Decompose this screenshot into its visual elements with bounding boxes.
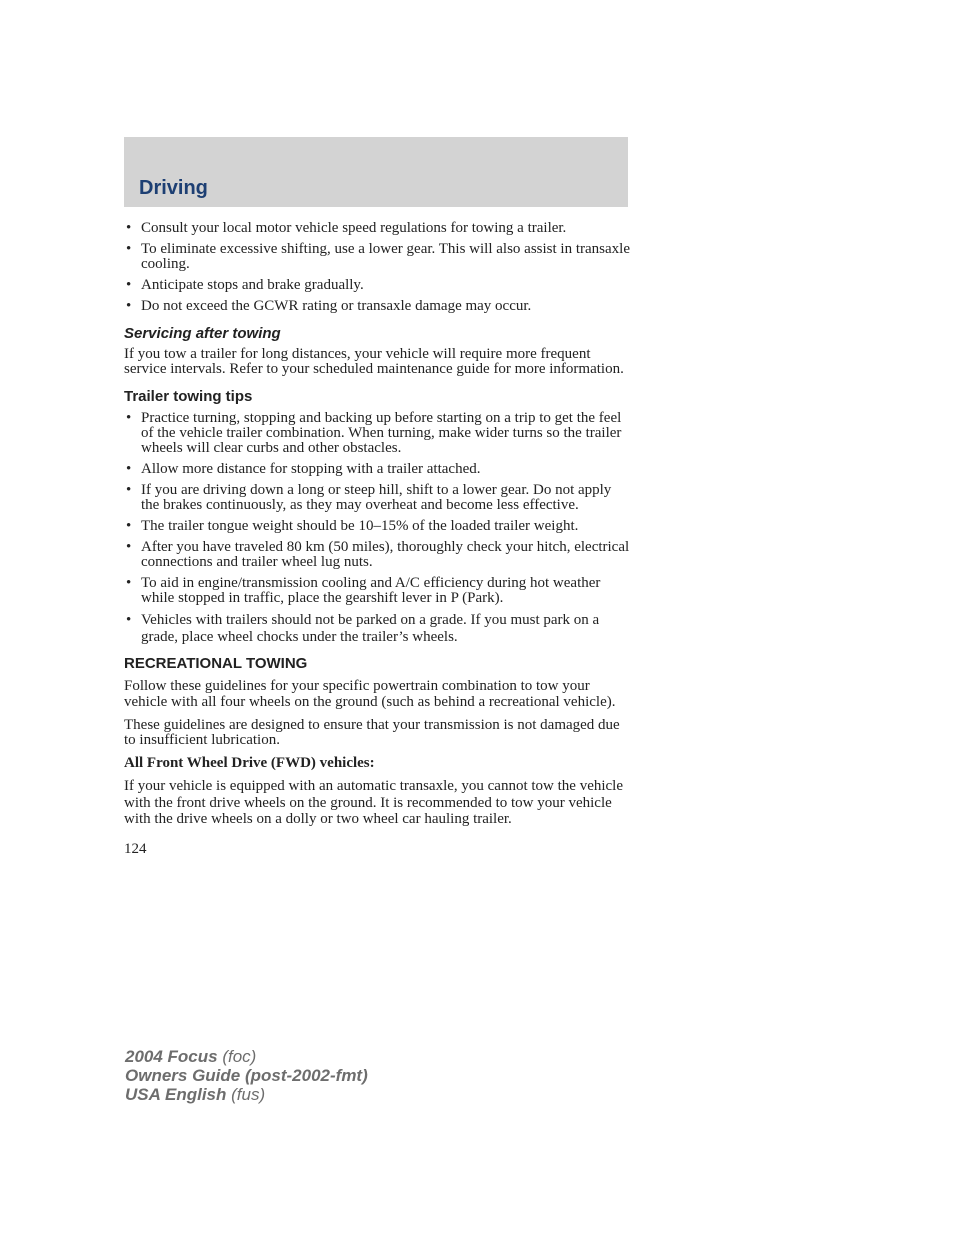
list-item: • The trailer tongue weight should be 10–15% of the loaded trailer weight. [124, 519, 630, 534]
recreational-para-2: These guidelines are designed to ensure that your transmission is not damaged due to insufficient lubrication. [124, 717, 620, 748]
footer-guide: Owners Guide (post-2002-fmt) [125, 1066, 368, 1085]
footer-model: 2004 Focus [125, 1047, 218, 1066]
servicing-heading: Servicing after towing [124, 325, 281, 342]
list-item: • If you are driving down a long or steep hill, shift to a lower gear. Do not apply the brakes continuously, as they may overheat and become less effective. [124, 483, 630, 513]
fwd-heading: All Front Wheel Drive (FWD) vehicles: [124, 755, 375, 771]
list-item: • After you have traveled 80 km (50 miles), thoroughly check your hitch, electrical connections and trailer wheel lug nuts. [124, 540, 630, 570]
fwd-body: If your vehicle is equipped with an automatic transaxle, you cannot tow the vehicle with the front drive wheels on the ground. It is recommended to tow your vehicle with the drive wheels on a dolly or two wheel car hauling trailer. [124, 778, 624, 827]
footer-language-code: (fus) [231, 1085, 266, 1104]
footer-language: USA English [125, 1085, 227, 1104]
footer-line-3 [125, 1085, 368, 1104]
list-item: • Do not exceed the GCWR rating or transaxle damage may occur. [124, 299, 630, 314]
page-content [124, 221, 630, 857]
page-number: 124 [124, 840, 147, 857]
tips-heading: Trailer towing tips [124, 388, 253, 405]
list-item: • To eliminate excessive shifting, use a lower gear. This will also assist in transaxle cooling. [124, 242, 630, 272]
document-footer [125, 1047, 368, 1104]
footer-line-2 [125, 1066, 368, 1085]
list-item: • Anticipate stops and brake gradually. [124, 278, 630, 293]
section-header-band [124, 137, 628, 207]
list-item: • To aid in engine/transmission cooling and A/C efficiency during hot weather while stopped in traffic, place the gearshift lever in P (Park). [124, 576, 630, 606]
list-item: • Consult your local motor vehicle speed regulations for towing a trailer. [124, 221, 630, 236]
list-item: • Allow more distance for stopping with a trailer attached. [124, 462, 630, 477]
footer-model-code: (foc) [222, 1047, 257, 1066]
recreational-para-1: Follow these guidelines for your specific powertrain combination to tow your vehicle with all four wheels on the ground (such as behind a recreational vehicle). [124, 678, 616, 710]
bullet-list-tips [124, 411, 630, 646]
footer-line-1 [125, 1047, 368, 1066]
bullet-list-towing [124, 221, 630, 314]
servicing-body: If you tow a trailer for long distances, your vehicle will require more frequent service intervals. Refer to your scheduled maintenance guide for more information. [124, 346, 624, 377]
list-item: • Vehicles with trailers should not be parked on a grade. If you must park on a grade, place wheel chocks under the trailer’s wheels. [124, 612, 630, 646]
list-item: • Practice turning, stopping and backing up before starting on a trip to get the feel of the vehicle trailer combination. When turning, make wider turns so the trailer wheels will clear curbs and other obstacles. [124, 411, 630, 456]
section-title: Driving [139, 177, 208, 199]
recreational-heading: RECREATIONAL TOWING [124, 655, 308, 672]
